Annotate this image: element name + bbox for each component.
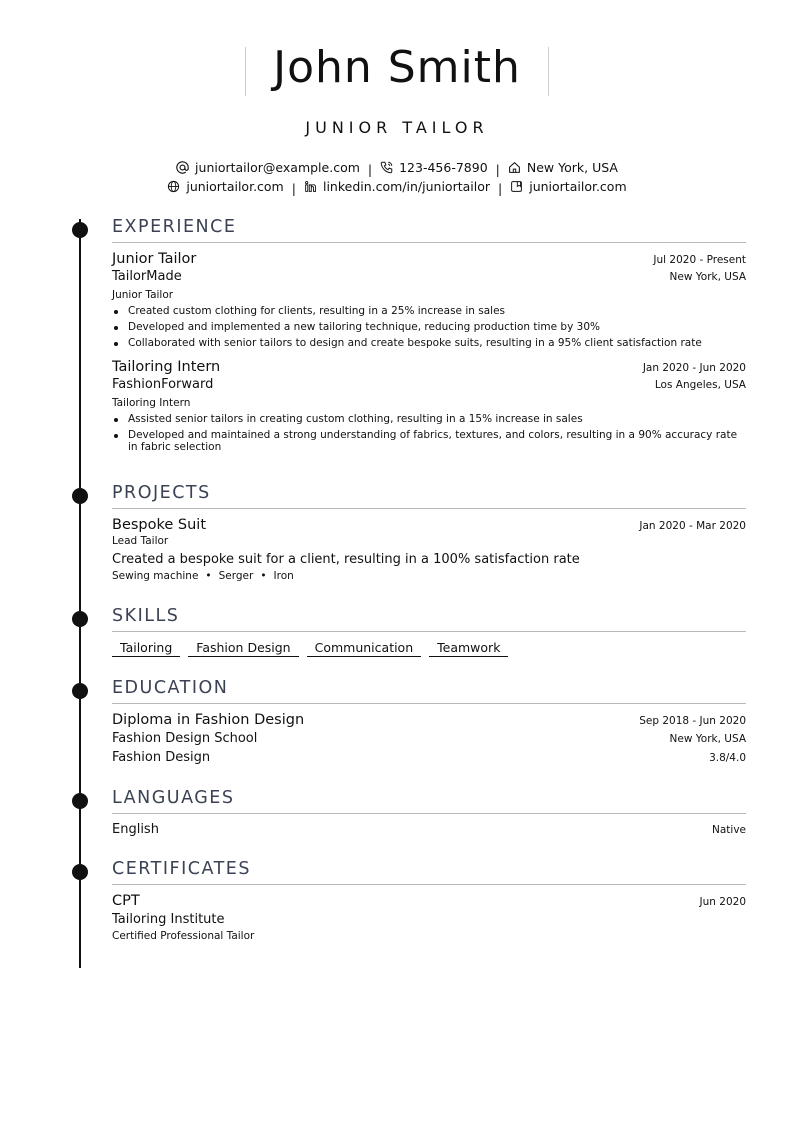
- at-icon: [176, 161, 189, 174]
- skill-tag: Teamwork: [429, 640, 508, 657]
- bullet-item: Created custom clothing for clients, resulting in a 25% increase in sales: [112, 305, 746, 317]
- section-experience: [112, 217, 746, 457]
- contact-line-2: [0, 179, 794, 196]
- experience-bullets: [112, 413, 746, 453]
- keyword-separator: •: [205, 570, 212, 582]
- timeline-dot-experience: [72, 222, 88, 238]
- timeline-dot-projects: [72, 488, 88, 504]
- section-skills: [112, 606, 746, 657]
- section-title: PROJECTS: [112, 483, 746, 509]
- education-degree: Diploma in Fashion Design: [112, 712, 305, 728]
- education-item: [112, 712, 746, 769]
- contact-website-text: juniortailor.com: [186, 179, 284, 194]
- section-title: LANGUAGES: [112, 788, 746, 814]
- project-role: Lead Tailor: [112, 535, 169, 547]
- project-dates: Jan 2020 - Mar 2020: [639, 520, 746, 532]
- contact-email[interactable]: [176, 160, 360, 175]
- candidate-name: John Smith: [273, 42, 521, 93]
- keyword-separator: •: [260, 570, 267, 582]
- linkedin-icon: [304, 180, 317, 193]
- separator: |: [498, 181, 503, 196]
- bullet-item: Developed and maintained a strong understanding of fabrics, textures, and colors, resulting in a 90% accuracy rate in fabric selection: [112, 429, 746, 453]
- education-school: Fashion Design School: [112, 731, 258, 746]
- experience-dates: Jan 2020 - Jun 2020: [642, 362, 746, 374]
- project-keywords: [112, 570, 746, 582]
- contact-phone-text: 123-456-7890: [399, 160, 488, 175]
- section-projects: [112, 483, 746, 582]
- portfolio-icon: [510, 180, 523, 193]
- keyword: Serger: [218, 570, 254, 582]
- experience-bullets: [112, 305, 746, 349]
- timeline-dot-certificates: [72, 864, 88, 880]
- language-item: [112, 822, 746, 837]
- experience-item: [112, 251, 746, 349]
- certificate-description: Certified Professional Tailor: [112, 930, 255, 942]
- skill-tag: Communication: [307, 640, 422, 657]
- contact-linkedin[interactable]: [304, 179, 490, 194]
- certificate-date: Jun 2020: [699, 896, 746, 908]
- section-languages: [112, 788, 746, 837]
- project-item: [112, 517, 746, 582]
- contact-email-text: juniortailor@example.com: [195, 160, 360, 175]
- timeline-line: [79, 219, 81, 968]
- skill-tag: Fashion Design: [188, 640, 298, 657]
- project-name: Bespoke Suit: [112, 517, 207, 533]
- home-icon: [508, 161, 521, 174]
- section-title: CERTIFICATES: [112, 859, 746, 885]
- skill-tag: Tailoring: [112, 640, 180, 657]
- education-gpa: 3.8/4.0: [709, 752, 746, 764]
- timeline-dot-languages: [72, 793, 88, 809]
- separator: |: [291, 181, 296, 196]
- section-title: SKILLS: [112, 606, 746, 632]
- contact-phone[interactable]: [380, 160, 488, 175]
- separator: |: [367, 162, 373, 177]
- keyword: Sewing machine: [112, 570, 199, 582]
- language-name: English: [112, 822, 159, 837]
- timeline-dot-education: [72, 683, 88, 699]
- experience-subtitle: Junior Tailor: [112, 289, 174, 301]
- contact-linkedin-text: linkedin.com/in/juniortailor: [322, 179, 491, 194]
- job-title: JUNIOR TAILOR: [305, 118, 489, 137]
- keyword: Iron: [273, 570, 294, 582]
- section-title: EXPERIENCE: [112, 217, 746, 243]
- experience-item: [112, 359, 746, 453]
- section-education: [112, 678, 746, 769]
- separator: |: [495, 162, 500, 177]
- education-location: New York, USA: [669, 733, 746, 745]
- certificate-issuer: Tailoring Institute: [112, 912, 225, 927]
- contact-website[interactable]: [167, 179, 283, 194]
- contact-portfolio-text: juniortailor.com: [529, 179, 627, 194]
- section-certificates: [112, 859, 746, 942]
- contact-location: [508, 160, 618, 175]
- skills-list: [112, 640, 746, 657]
- experience-company: FashionForward: [112, 377, 214, 392]
- education-dates: Sep 2018 - Jun 2020: [639, 715, 746, 727]
- experience-company: TailorMade: [112, 269, 182, 284]
- certificate-name: CPT: [112, 893, 140, 909]
- education-field: Fashion Design: [112, 750, 211, 765]
- contact-location-text: New York, USA: [526, 160, 618, 175]
- timeline-dot-skills: [72, 611, 88, 627]
- experience-location: New York, USA: [669, 271, 746, 283]
- bullet-item: Collaborated with senior tailors to design and create bespoke suits, resulting in a 95% client satisfaction rate: [112, 337, 746, 349]
- name-frame: [245, 42, 549, 96]
- globe-icon: [167, 180, 180, 193]
- experience-location: Los Angeles, USA: [654, 379, 746, 391]
- experience-dates: Jul 2020 - Present: [653, 254, 746, 266]
- contact-line-1: [0, 160, 794, 177]
- experience-subtitle: Tailoring Intern: [112, 397, 191, 409]
- contact-portfolio[interactable]: [510, 179, 626, 194]
- experience-role: Tailoring Intern: [112, 359, 221, 375]
- language-level: Native: [712, 824, 746, 836]
- project-description: Created a bespoke suit for a client, resulting in a 100% satisfaction rate: [112, 552, 580, 567]
- phone-icon: [380, 161, 393, 174]
- certificate-item: [112, 893, 746, 942]
- bullet-item: Developed and implemented a new tailoring technique, reducing production time by 30%: [112, 321, 746, 333]
- section-title: EDUCATION: [112, 678, 746, 704]
- bullet-item: Assisted senior tailors in creating custom clothing, resulting in a 15% increase in sales: [112, 413, 746, 425]
- experience-role: Junior Tailor: [112, 251, 197, 267]
